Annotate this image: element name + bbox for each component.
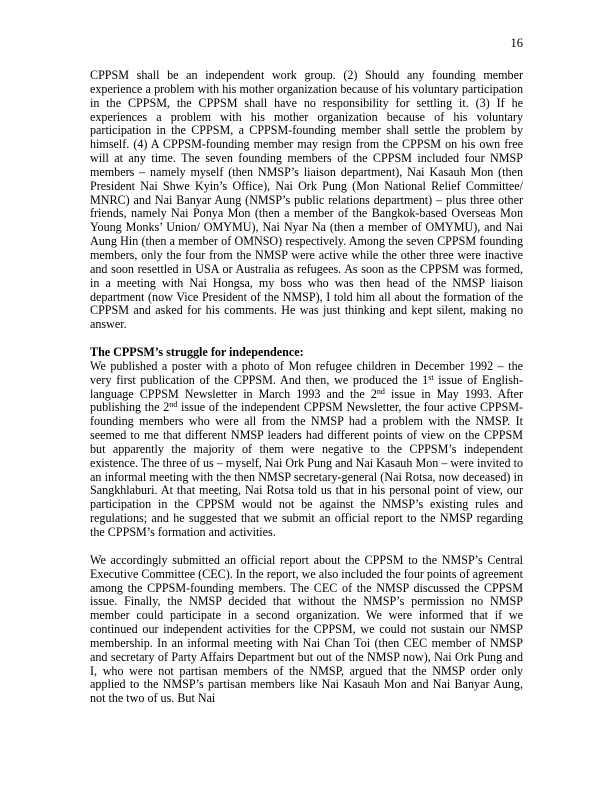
ordinal-suffix: st [428,372,434,382]
paragraph-cppsm-rules: CPPSM shall be an independent work group. (2) Should any founding member experience a problem with his mother organization because of his voluntary participation in the CPPSM, the CPPSM shall have no responsibility for settling it. (3) If he experiences a problem with his mother organization because of his voluntary participation in the CPPSM, a CPPSM-founding member shall settle the problem by himself. (4) A CPPSM-founding member may resign from the CPPSM on his own free will at any time. The seven founding members of the CPPSM included four NMSP members – namely myself (then NMSP’s liaison department), Nai Kasauh Mon (then President Nai Shwe Kyin’s Office), Nai Ork Pung (Mon National Relief Committee/ MNRC) and Nai Banyar Aung (NMSP’s public relations department) – plus three other friends, namely Nai Ponya Mon (then a member of the Bangkok-based Overseas Mon Young Monks’ Union/ OMYMU), Nai Nyar Na (then a member of OMYMU), and Nai Aung Hin (then a member of OMNSO) respectively. Among the seven CPPSM founding members, only the four from the NMSP were active while the other three were inactive and soon resettled in USA or Australia as refugees. As soon as the CPPSM was formed, in a meeting with Nai Hongsa, my boss who was then head of the NMSP liaison department (now Vice President of the NMSP), I told him all about the formation of the CPPSM and asked for his comments. He was just thinking and kept silent, making no answer. [90,68,523,332]
paragraph-text-c: issue in May 1993. After publishing the 2 [90,386,523,415]
section-heading: The CPPSM’s struggle for independence: [90,345,304,360]
paragraph-text-a: We published a poster with a photo of Mon refugee children in December 1992 – the very first publication of the CPPSM. And then, we produced the 1 [90,358,523,387]
paragraph-publications [90,360,523,540]
body-text [90,69,523,706]
page-number: 16 [510,36,523,50]
paragraph-text-d: issue of the independent CPPSM Newsletter, the four active CPPSM-founding members who were all from the NMSP had a problem with the NMSP. It seemed to me that different NMSP leaders had different points of view on the CPPSM but apparently the majority of them were negative to the CPPSM’s independent existence. The three of us – myself, Nai Ork Pung and Nai Kasauh Mon – were invited to an informal meeting with the then NMSP secretary-general (Nai Rotsa, now deceased) in Sangkhlaburi. At that meeting, Nai Rotsa told us that in his personal point of view, our participation in the CPPSM would not be against the NMSP’s existing rules and regulations; and he suggested that we submit an official report to the NMSP regarding the CPPSM’s formation and activities. [90,400,523,539]
paragraph-text-b: issue of English-language CPPSM Newsletter in March 1993 and the 2 [90,372,523,401]
ordinal-suffix: nd [376,386,385,396]
ordinal-suffix: nd [169,400,178,410]
paragraph-official-report: We accordingly submitted an official report about the CPPSM to the NMSP’s Central Executive Committee (CEC). In the report, we also included the four points of agreement among the CPPSM-founding members. The CEC of the NMSP discussed the CPPSM issue. Finally, the NMSP decided that without the NMSP’s permission no NMSP member could participate in a second organization. We were informed that if we continued our independent activities for the CPPSM, we could not sustain our NMSP membership. In an informal meeting with Nai Chan Toi (then CEC member of NMSP and secretary of Party Affairs Department but out of the NMSP now), Nai Ork Pung and I, who were not partisan members of the NMSP, argued that the NMSP order only applied to the NMSP’s partisan members like Nai Kasauh Mon and Nai Banyar Aung, not the two of us. But Nai [90,552,523,706]
